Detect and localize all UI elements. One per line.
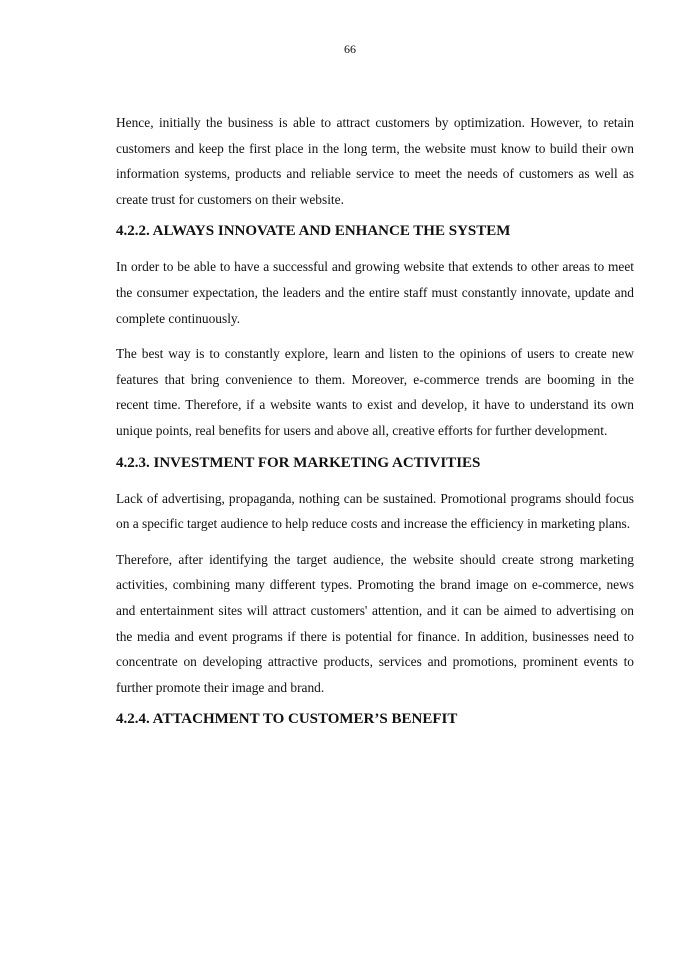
page-content [116,110,634,742]
paragraph-innovate-1: In order to be able to have a successful and growing website that extends to other areas to meet the consumer expectation, the leaders and the entire staff must constantly innovate, update and complete continuously. [116,259,634,326]
paragraph-marketing-1: Lack of advertising, propaganda, nothing can be sustained. Promotional programs should focus on a specific target audience to help reduce costs and increase the efficiency in marketing plans. [116,490,634,532]
paragraph-innovate-2: The best way is to constantly explore, learn and listen to the opinions of users to create new features that bring convenience to them. Moreover, e-commerce trends are booming in the recent time. Therefore, if a website wants to exist and develop, it have to understand its own unique points, real benefits for users and above all, creative efforts for further development. [116,346,634,438]
paragraph-marketing-2: Therefore, after identifying the target audience, the website should create strong marketing activities, combining many different types. Promoting the brand image on e-commerce, news and entertainment sites will attract customers' attention, and it can be aimed to advertising on the media and event programs if there is potential for finance. In addition, businesses need to concentrate on developing attractive products, services and promotions, prominent events to further promote their image and brand. [116,551,634,695]
heading-4-2-4: 4.2.4. ATTACHMENT TO CUSTOMER’S BENEFIT [116,711,458,728]
page-number: 66 [344,42,356,56]
heading-4-2-3: 4.2.3. INVESTMENT FOR MARKETING ACTIVITIES [116,454,481,471]
paragraph-intro: Hence, initially the business is able to attract customers by optimization. However, to retain customers and keep the first place in the long term, the website must know to build their own information systems, products and reliable service to meet the needs of customers as well as create trust for customers on their website. [116,115,634,207]
heading-4-2-2: 4.2.2. ALWAYS INNOVATE AND ENHANCE THE SYSTEM [116,223,511,240]
